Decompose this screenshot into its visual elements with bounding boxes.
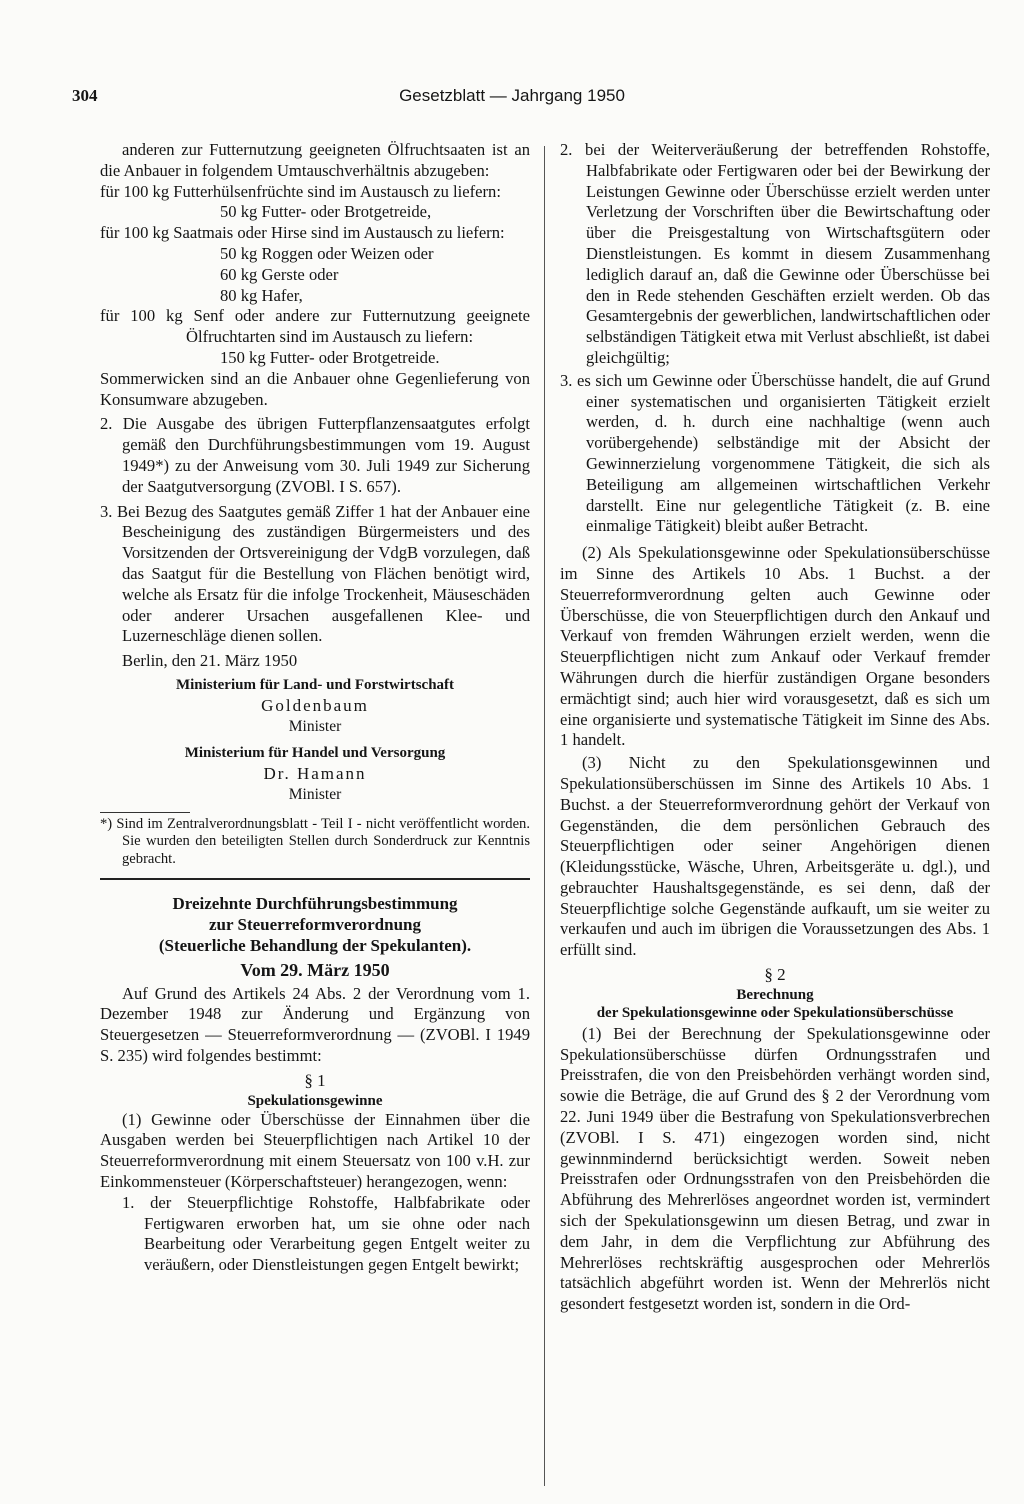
- section-symbol: § 1: [304, 1070, 326, 1090]
- page-header: [0, 86, 1024, 110]
- list-item-2: 2. Die Ausgabe des übrigen Futterpflanzensaatgutes erfolgt gemäß den Durchführungsbestimmungen vom 19. August 1949*) zu der Anweisung vom 30. Juli 1949 zur Sicherung der Saatgutversorgung (ZVOBl. I S. 657).: [100, 414, 530, 496]
- section-symbol: § 2: [764, 965, 786, 985]
- amount-line: 80 kg Hafer,: [220, 285, 303, 305]
- section-1-paragraph-2: (2) Als Spekulationsgewinne oder Spekulationsüberschüsse im Sinne des Artikels 10 Abs. 1 Buchst. a der Steuerreformverordnung gelten auch Gewinne oder Überschüsse, die von Steuerpflichtigen durch den Ankauf und Verkauf von fremden Währungen erzielt werden, wenn die Steuerpflichtigen nicht zum Ankauf oder Verkauf fremder Währungen durch die hierfür zuständigen Organe besonders ermächtigt sind; auch hier wird vorausgesetzt, daß es sich um eine organisierte und systematische Tätigkeit im Sinne des Abs. 1 handelt.: [560, 543, 990, 750]
- section-2-paragraph-1: (1) Bei der Berechnung der Spekulationsgewinne oder Spekulationsüberschüsse dürfen Ordnungsstrafen und Preisstrafen, die von den Preisbehörden verhängt worden sind, sowie die Beträge, die auf Grund des § 2 der Verordnung vom 22. Juni 1949 über die Bestrafung von Spekulationsverbrechen (ZVOBl. I S. 471) eingezogen worden sind, nicht gewinnmindernd berücksichtigt werden. Soweit neben Preisstrafen oder Ordnungsstrafen von den Preisbehörden die Abführung des Mehrerlöses angeordnet worden ist, vermindert sich der Spekulationsgewinn um diesen Betrag, und zwar in dem Jahr, in dem die Verpflichtung zur Abführung des Mehrerlöses rechtskräftig ausgesprochen oder Mehrerlös tatsächlich abgeführt worden ist. Wenn der Mehrerlös nicht gesondert festgesetzt worden ist, sondern in die Ord-: [560, 1023, 990, 1314]
- place-date: Berlin, den 21. März 1950: [122, 651, 298, 671]
- footnote: *) Sind im Zentralverordnungsblatt - Teil I - nicht veröffentlicht worden. Sie wurden den beteiligten Stellen durch Sonderdruck zur Kenntnis gebracht.: [100, 815, 530, 867]
- list-item-3: 3. Bei Bezug des Saatgutes gemäß Ziffer 1 hat der Anbauer eine Bescheinigung des zuständigen Bürgermeisters und des Vorsitzenden der Ortsvereinigung der VdgB vorzulegen, daß das Saatgut für die Bestellung von Flächen benötigt wird, welche als Ersatz für die infolge Trockenheit, Mäuseschäden oder anderer Ursachen ausgefallenen Klee- und Luzerneschläge dienen sollen.: [100, 501, 530, 646]
- left-column: [100, 140, 530, 1276]
- exchange-amounts-3: [100, 348, 530, 369]
- amount-line: 50 kg Futter- oder Brotgetreide,: [220, 202, 432, 222]
- section-1-item-1: 1. der Steuerpflichtige Rohstoffe, Halbfabrikate oder Fertigwaren erworben hat, um sie ohne oder nach Bearbeitung oder Verarbeitung gegen Entgelt weiter zu veräußern, oder Dienstleistungen gegen Entgelt bewirkt;: [122, 1192, 530, 1275]
- section-subtitle: der Spekulationsgewinne oder Spekulationsüberschüsse: [596, 1004, 954, 1021]
- section-title: Spekulationsgewinne: [247, 1092, 383, 1109]
- amount-line: 60 kg Gerste oder: [220, 264, 339, 284]
- exchange-rule-2: für 100 kg Saatmais oder Hirse sind im Austausch zu liefern:: [100, 223, 505, 243]
- ministry-name: Ministerium für Handel und Versorgung: [184, 745, 446, 762]
- intro-paragraph: anderen zur Futternutzung geeigneten Ölfruchtsaaten ist an die Anbauer in folgendem Umtauschverhältnis abzugeben:: [100, 140, 530, 180]
- decree-heading-line: (Steuerliche Behandlung der Spekulanten).: [158, 936, 472, 956]
- right-column: [560, 140, 990, 1315]
- signatory-title: Minister: [288, 785, 342, 803]
- decree-date: Vom 29. März 1950: [240, 959, 390, 980]
- section-1-item-2: 2. bei der Weiterveräußerung der betreffenden Rohstoffe, Halbfabrikate oder Fertigwaren oder bei der Bewirkung der Leistungen Gewinne oder Überschüsse erzielt werden unter Verletzung der Vorschriften über die Bewirtschaftung oder über die Preisgestaltung von Wirtschaftsgütern oder Dienstleistungen. Es kommt in diesem Zusammenhang lediglich darauf an, daß die Gewinne oder Überschüsse bei den in Rede stehenden Geschäften erzielt werden. Ob das Gesamtergebnis der gewerblichen, landwirtschaftlichen oder selbständigen Tätigkeit etwa mit Verlust abschließt, ist dabei gleichgültig;: [560, 140, 990, 367]
- signatory-title: Minister: [288, 717, 342, 735]
- exchange-amounts-1: [100, 202, 530, 223]
- signatory-name: Goldenbaum: [261, 695, 369, 715]
- decree-heading-line: Dreizehnte Durchführungsbestimmung: [172, 894, 458, 914]
- exchange-rule-3: für 100 kg Senf oder andere zur Futternutzung geeignete Ölfruchtarten sind im Austausch zu liefern:: [100, 306, 530, 347]
- exchange-amounts-2: [100, 244, 530, 306]
- amount-line: 150 kg Futter- oder Brotgetreide.: [220, 347, 440, 367]
- section-1-paragraph-1: (1) Gewinne oder Überschüsse der Einnahmen über die Ausgaben werden bei Steuerpflichtigen nach Artikel 10 der Steuerreformverordnung mit einem Steuersatz von 100 v.H. zur Einkommensteuer (Körperschaftsteuer) herangezogen, wenn:: [100, 1109, 530, 1192]
- section-title: Berechnung: [736, 986, 814, 1003]
- footnote-rule: [100, 812, 190, 813]
- decree-heading-line: zur Steuerreformverordnung: [209, 915, 421, 935]
- amount-line: 50 kg Roggen oder Weizen oder: [220, 243, 434, 263]
- preamble: Auf Grund des Artikels 24 Abs. 2 der Verordnung vom 1. Dezember 1948 zur Änderung und Ergänzung von Steuergesetzen — Steuerreformverordnung — (ZVOBl. I 1949 S. 235) wird folgendes bestimmt:: [100, 983, 530, 1066]
- signature-block-2: [100, 743, 530, 805]
- exchange-rule-1: für 100 kg Futterhülsenfrüchte sind im Austausch zu liefern:: [100, 181, 501, 201]
- section-separator: [100, 878, 530, 880]
- summer-vetch-note: Sommerwicken sind an die Anbauer ohne Gegenlieferung von Konsumware abzugeben.: [100, 368, 530, 409]
- signatory-name: Dr. Hamann: [263, 764, 367, 784]
- page-number: 304: [72, 86, 98, 105]
- signature-block-1: [100, 675, 530, 737]
- running-title: Gesetzblatt — Jahrgang 1950: [399, 86, 625, 105]
- section-1-paragraph-3: (3) Nicht zu den Spekulationsgewinnen und Spekulationsüberschüssen im Sinne des Artikels 10 Abs. 1 Buchst. a der Steuerreformverordnung gehört der Verkauf von Gegenständen, die dem persönlichen Gebrauch des Steuerpflichtigen oder seiner Angehörigen dienen (Kleidungsstücke, Wäsche, Uhren, Arbeitsgeräte u. dgl.), und gebrauchter Haushaltsgegenstände, es sei denn, daß der Steuerpflichtige solche Gegenstände aufkauft, um sie weiter zu verkaufen und auch im übrigen die Voraussetzungen des Abs. 1 erfüllt sind.: [560, 753, 990, 960]
- ministry-name: Ministerium für Land- und Forstwirtschaft: [175, 676, 455, 693]
- column-divider: [544, 146, 545, 1486]
- section-1-item-3: 3. es sich um Gewinne oder Überschüsse handelt, die auf Grund einer systematischen und organisierten Tätigkeit erzielt werden, d. h. durch eine nachhaltige (wenn auch vorübergehende) selbständige mit der Absicht der Gewinnerzielung vorgenommene Tätigkeit, die sich als Beteiligung am allgemeinen wirtschaftlichen Verkehr darstellt. Eine nur gelegentliche Tätigkeit (z. B. eine einmalige Tätigkeit) bleibt außer Betracht.: [560, 370, 990, 536]
